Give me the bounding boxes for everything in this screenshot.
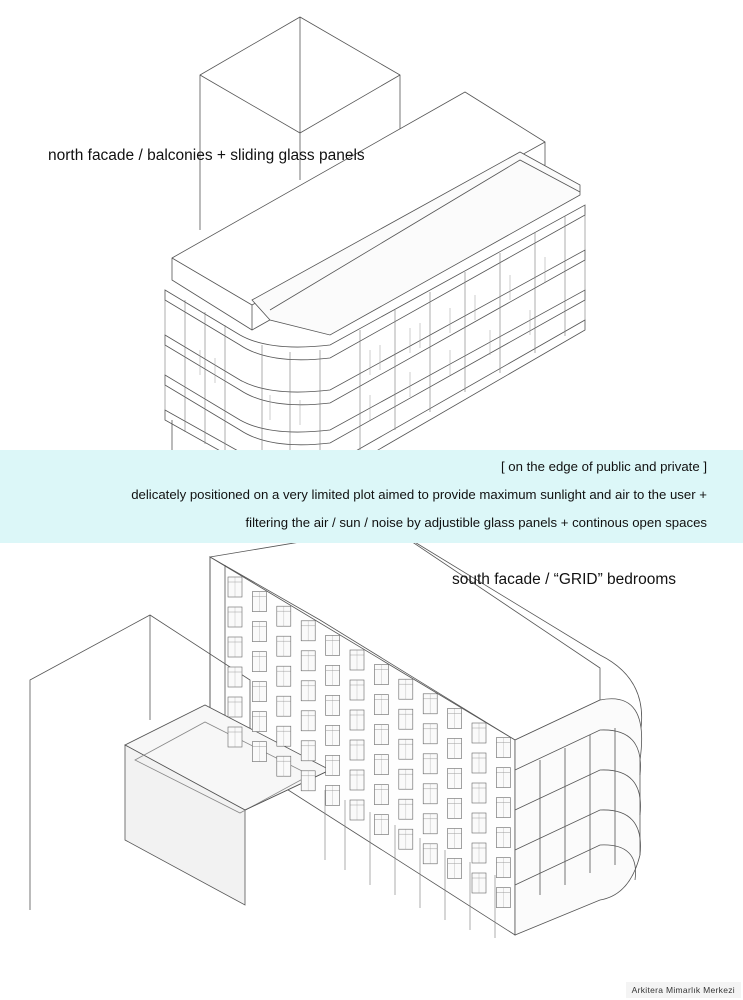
window-pane bbox=[472, 723, 486, 743]
band-line-two: delicately positioned on a very limited plot aimed to provide maximum sunlight and air to the user + bbox=[131, 487, 707, 502]
window-pane bbox=[252, 712, 266, 732]
window-pane bbox=[472, 843, 486, 863]
window-pane bbox=[301, 651, 315, 671]
window-pane bbox=[301, 621, 315, 641]
window-pane bbox=[448, 828, 462, 848]
window-pane bbox=[252, 742, 266, 762]
window-pane bbox=[472, 813, 486, 833]
window-pane bbox=[399, 829, 413, 849]
window-pane bbox=[399, 799, 413, 819]
north-facade-drawing bbox=[165, 17, 585, 498]
window-pane bbox=[374, 755, 388, 775]
description-band bbox=[0, 450, 743, 543]
window-pane bbox=[448, 738, 462, 758]
window-pane bbox=[301, 771, 315, 791]
credit-watermark: Arkitera Mimarlık Merkezi bbox=[626, 982, 741, 998]
window-pane bbox=[252, 652, 266, 672]
north-roof bbox=[172, 92, 580, 335]
window-pane bbox=[350, 650, 364, 670]
window-pane bbox=[423, 754, 437, 774]
window-pane bbox=[301, 711, 315, 731]
window-pane bbox=[350, 710, 364, 730]
window-pane bbox=[277, 696, 291, 716]
window-pane bbox=[423, 784, 437, 804]
window-pane bbox=[496, 858, 510, 878]
window-pane bbox=[228, 727, 242, 747]
window-pane bbox=[277, 726, 291, 746]
window-pane bbox=[448, 858, 462, 878]
window-pane bbox=[423, 814, 437, 834]
window-pane bbox=[399, 739, 413, 759]
window-pane bbox=[252, 682, 266, 702]
window-pane bbox=[301, 681, 315, 701]
window-pane bbox=[472, 783, 486, 803]
window-pane bbox=[350, 770, 364, 790]
window-pane bbox=[326, 785, 340, 805]
window-pane bbox=[228, 667, 242, 687]
window-pane bbox=[277, 756, 291, 776]
window-pane bbox=[496, 888, 510, 908]
window-pane bbox=[423, 724, 437, 744]
window-pane bbox=[399, 679, 413, 699]
window-pane bbox=[301, 741, 315, 761]
window-pane bbox=[374, 665, 388, 685]
window-pane bbox=[374, 785, 388, 805]
window-pane bbox=[423, 694, 437, 714]
window-pane bbox=[496, 738, 510, 758]
window-pane bbox=[228, 577, 242, 597]
window-pane bbox=[374, 815, 388, 835]
window-pane bbox=[448, 768, 462, 788]
window-pane bbox=[472, 753, 486, 773]
window-pane bbox=[326, 635, 340, 655]
south-facade-label: south facade / “GRID” bedrooms bbox=[452, 571, 676, 588]
window-pane bbox=[326, 755, 340, 775]
window-pane bbox=[228, 637, 242, 657]
window-pane bbox=[496, 798, 510, 818]
window-pane bbox=[326, 665, 340, 685]
window-pane bbox=[399, 769, 413, 789]
window-pane bbox=[277, 666, 291, 686]
window-pane bbox=[374, 725, 388, 745]
south-curved-wing bbox=[515, 699, 642, 935]
window-pane bbox=[448, 708, 462, 728]
window-pane bbox=[448, 798, 462, 818]
window-pane bbox=[252, 622, 266, 642]
window-pane bbox=[374, 695, 388, 715]
window-pane bbox=[350, 740, 364, 760]
window-pane bbox=[228, 697, 242, 717]
window-pane bbox=[423, 844, 437, 864]
window-pane bbox=[472, 873, 486, 893]
window-pane bbox=[350, 800, 364, 820]
north-facade-label: north facade / balconies + sliding glass panels bbox=[48, 147, 365, 164]
window-pane bbox=[326, 695, 340, 715]
window-pane bbox=[399, 709, 413, 729]
band-line-three: filtering the air / sun / noise by adjustible glass panels + continous open spaces bbox=[245, 515, 707, 530]
window-pane bbox=[496, 768, 510, 788]
band-heading: [ on the edge of public and private ] bbox=[500, 459, 707, 474]
window-pane bbox=[228, 607, 242, 627]
window-pane bbox=[252, 592, 266, 612]
window-pane bbox=[496, 828, 510, 848]
window-pane bbox=[277, 606, 291, 626]
window-pane bbox=[350, 680, 364, 700]
window-pane bbox=[277, 636, 291, 656]
window-pane bbox=[326, 725, 340, 745]
